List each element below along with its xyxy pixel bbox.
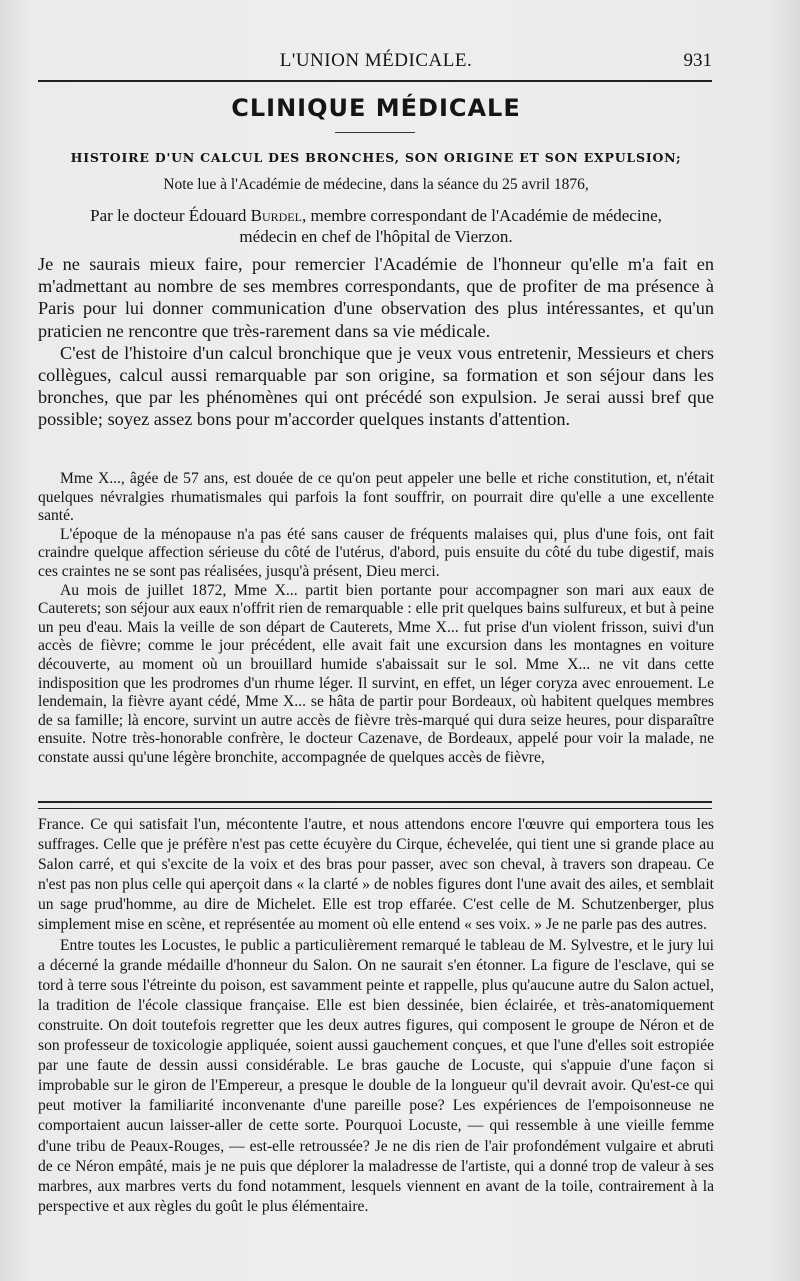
article-note: Note lue à l'Académie de médecine, dans la séance du 25 avril 1876,	[163, 176, 589, 193]
title-underline	[335, 132, 415, 133]
feuilleton-separator	[38, 801, 712, 809]
section-title: CLINIQUE MÉDICALE	[231, 94, 521, 122]
observation-paragraph: Au mois de juillet 1872, Mme X... partit bien portante pour accompagner son mari aux eaux de Cauterets; son séjour aux eaux n'offrit rien de remarquable : elle prit quelques bains sulfureux, et but à peine un peu d'eau. Mais la veille de son départ de Cauterets, Mme X... fut prise d'un violent frisson, suivi d'un accès de fièvre; comme le jour précédent, elle avait fait une excursion dans les montagnes en voiture découverte, au moment où un brouillard humide s'abaissait sur le sol. Mme X... ne vit dans cette indisposition que les prodromes d'un rhume léger. Il survint, en effet, un léger coryza avec enrouement. Le lendemain, la fièvre ayant cédé, Mme X... se hâta de partir pour Bordeaux, où habitent quelques membres de sa famille; là encore, survint un autre accès de fièvre très-marqué qui dura seize heures, pour disparaître ensuite. Notre très-honorable confrère, le docteur Cazenave, de Bordeaux, appelé pour voir la malade, ne constate aussi qu'une légère bronchite, accompagnée de quelques accès de fièvre,	[38, 581, 714, 766]
feuilleton-text	[38, 815, 714, 1217]
author-line-1	[38, 205, 714, 226]
article-title: HISTOIRE D'UN CALCUL DES BRONCHES, SON ORIGINE ET SON EXPULSION;	[70, 150, 682, 165]
intro-text	[38, 253, 714, 431]
observation-paragraph: L'époque de la ménopause n'a pas été sans causer de fréquents malaises qui, plus d'une fois, ont fait craindre quelque affection sérieuse du côté de l'utérus, d'abord, puis ensuite du côté du tube digestif, mais ces craintes ne se sont pas réalisées, jusqu'à présent, Dieu merci.	[38, 525, 714, 580]
author-prefix: Par le docteur Édouard	[90, 206, 251, 225]
page-number: 931	[683, 50, 712, 71]
author-suffix: , membre correspondant de l'Académie de médecine,	[301, 206, 662, 225]
observation-paragraph: Mme X..., âgée de 57 ans, est douée de ce qu'on peut appeler une belle et riche constitution, et, n'était quelques névralgies rhumatismales qui parfois la font souffrir, on pourrait dire qu'elle a une excellente santé.	[38, 470, 714, 525]
feuilleton-paragraph: Entre toutes les Locustes, le public a particulièrement remarqué le tableau de M. Sylvestre, et le jury lui a décerné la grande médaille d'honneur du Salon. On ne saurait s'en étonner. La figure de l'esclave, qui se tord à terre sous l'étreinte du poison, est savamment peinte et rappelle, plus qu'aucune autre du Salon actuel, la tradition de l'école classique française. Elle est bien dessinée, bien éclairée, et très-anatomiquement construite. On doit toutefois regretter que les deux autres figures, qui composent le groupe de Néron et de son professeur de toxicologie appliquée, soient aussi gauchement conçues, et que l'une d'elles soit estropiée par une faute de dessin aussi considérable. Le bras gauche de Locuste, qui s'appuie d'une façon si improbable sur le giron de l'Empereur, a presque le double de la longueur qu'il devrait avoir. Qu'est-ce qui peut motiver la familiarité inconvenante d'une pareille pose? Les expériences de l'empoisonneuse ne comportaient aucun laisser-aller de cette sorte. Pourquoi Locuste, — qui ressemble à une vieille femme d'une tribu de Peaux-Rouges, — est-elle retroussée? Je ne dis rien de l'air profondément vulgaire et abruti de ce Néron empâté, mais je ne puis que déplorer la maladresse de l'artiste, qui a donné trop de valeur à ses marbres, aux marbres verts du fond notamment, lesquels viennent en avant de la toile, contrairement à la perspective et aux règles du goût le plus élémentaire.	[38, 936, 714, 1215]
header-rule	[38, 80, 712, 82]
intro-paragraph: Je ne saurais mieux faire, pour remercier l'Académie de l'honneur qu'elle m'a fait en m'admettant au nombre de ses membres correspondants, que de profiter de ma présence à Paris pour lui donner communication d'une observation des plus intéressantes, et qu'un praticien ne rencontre que très-rarement dans sa vie médicale.	[38, 254, 714, 341]
author-line-2: médecin en chef de l'hôpital de Vierzon.	[239, 227, 513, 246]
intro-paragraph: C'est de l'histoire d'un calcul bronchique que je veux vous entretenir, Messieurs et chers collègues, calcul aussi remarquable par son origine, sa formation et son séjour dans les bronches, que par les phénomènes qui ont précédé son expulsion. Je serai aussi bref que possible; soyez assez bons pour m'accorder quelques instants d'attention.	[38, 342, 714, 430]
journal-title: L'UNION MÉDICALE.	[279, 50, 473, 71]
feuilleton-paragraph: France. Ce qui satisfait l'un, mécontente l'autre, et nous attendons encore l'œuvre qui emportera tous les suffrages. Celle que je préfère n'est pas cette écuyère du Cirque, échevelée, qui tient une si grande place au Salon carré, et qui s'excite de la voix et des bras pour passer, avec son cheval, à travers son drapeau. Ce n'est pas non plus celle qui aperçoit dans « la clarté » de nobles figures dont l'une avait des ailes, et semblait un sage prud'homme, au dire de Michelet. Elle est trop effarée. C'est celle de M. Schutzenberger, plus simplement mise en scène, et représentée au moment où elle entend « ses voix. » Je ne parle pas des autres.	[38, 816, 714, 934]
observation-text	[38, 470, 714, 768]
author-name: Burdel	[250, 206, 302, 225]
author-block	[38, 205, 714, 247]
page-header	[38, 48, 714, 78]
